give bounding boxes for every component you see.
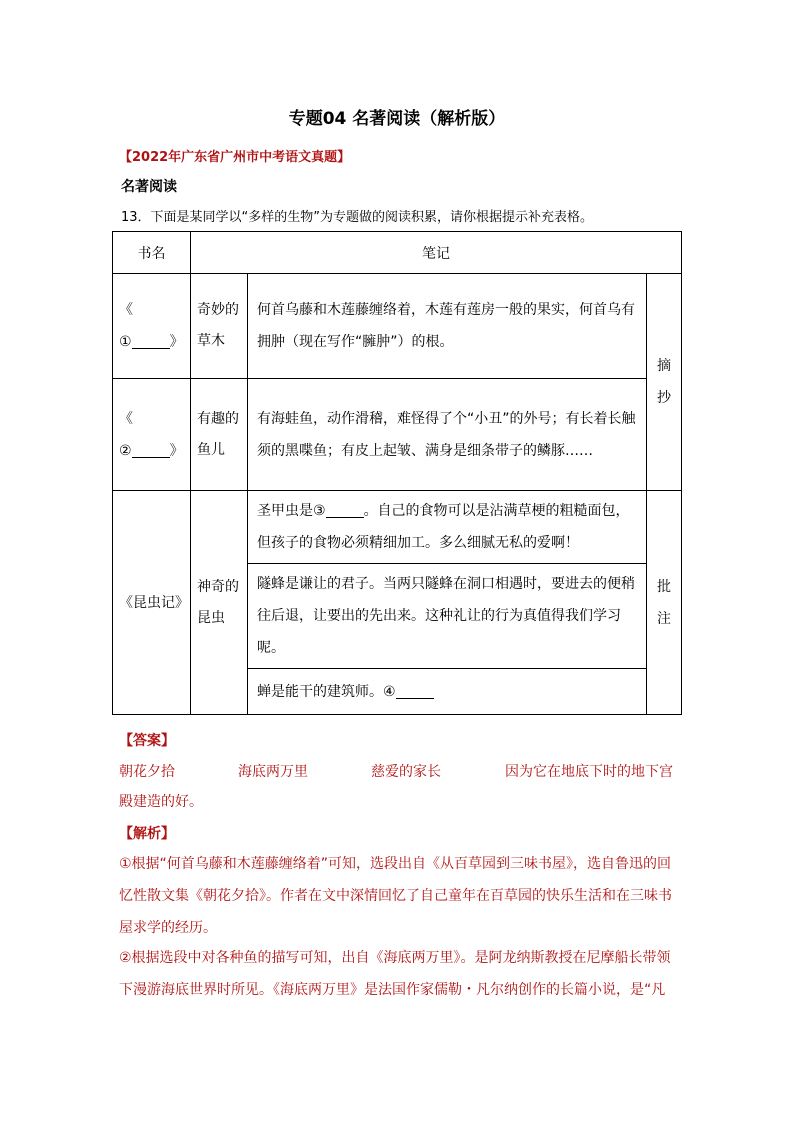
header-book: 书名	[113, 232, 191, 274]
book-open-2: 《	[119, 410, 133, 427]
header-notes: 笔记	[191, 232, 682, 274]
note-4: 隧蜂是谦让的君子。当两只隧蜂在洞口相遇时，要进去的便稍往后退，让要出的先出来。这种礼让的行为真值得我们学习呢。	[248, 564, 647, 669]
category-1: 奇妙的草木	[191, 274, 248, 379]
analysis-label: 【解析】	[119, 826, 175, 842]
analysis-paragraph-1: ①根据“何首乌藤和木莲藤缠络着”可知，选段出自《从百草园到三味书屋》，选自鲁迅的回忆性散文集《朝花夕拾》。作者在文中深情回忆了自己童年在百草园的快乐生活和在三味书屋求学的经历。	[119, 856, 672, 936]
blank-2[interactable]	[132, 441, 170, 458]
answer-4-cont: 殿建造的好。	[119, 794, 203, 810]
page-title: 专题04 名著阅读（解析版）	[288, 109, 506, 129]
book-num-2: ②	[119, 442, 132, 459]
note-5: 蝉是能干的建筑师。④	[248, 669, 647, 715]
blank-3[interactable]	[326, 501, 364, 518]
answer-3: 慈爱的家长	[371, 764, 441, 780]
category-3: 神奇的昆虫	[191, 491, 248, 715]
section-heading: 名著阅读	[121, 179, 177, 195]
book-cell-3: 《昆虫记》	[113, 491, 191, 715]
book-close-2: 》	[169, 442, 184, 459]
analysis-paragraph-2: ②根据选段中对各种鱼的描写可知，出自《海底两万里》。是阿龙纳斯教授在尼摩船长带领下漫游海底世界时所见。《海底两万里》是法国作家儒勒・凡尔纳创作的长篇小说，是“凡	[119, 950, 671, 998]
category-2: 有趣的鱼儿	[191, 379, 248, 491]
tag-excerpt: 摘抄	[647, 274, 682, 491]
note-1: 何首乌藤和木莲藤缠络着，木莲有莲房一般的果实，何首乌有拥肿（现在写作“臃肿”）的根。	[248, 274, 647, 379]
exam-source: 【2022年广东省广州市中考语文真题】	[119, 150, 351, 165]
book-cell-1	[113, 274, 191, 379]
answer-1: 朝花夕拾	[119, 764, 175, 780]
book-close-1: 》	[169, 334, 184, 350]
book-cell-2	[113, 379, 191, 491]
book-open-1: 《	[119, 302, 133, 318]
note-3: 圣甲虫是③ 。自己的食物可以是沾满草梗的粗糙面包，但孩子的食物必须精细加工。多么细腻无私的爱啊！	[248, 491, 647, 564]
blank-1[interactable]	[132, 332, 170, 349]
notes-table	[112, 231, 682, 715]
note-2: 有海蛙鱼，动作滑稽，难怪得了个“小丑”的外号；有长着长触须的黑喋鱼；有皮上起皱、满身是细条带子的鳞豚……	[248, 379, 647, 491]
answer-label: 【答案】	[119, 733, 175, 749]
question-text: 13．下面是某同学以“多样的生物”为专题做的阅读积累，请你根据提示补充表格。	[121, 210, 594, 225]
book-num-1: ①	[119, 334, 132, 350]
tag-annotation: 批注	[647, 491, 682, 715]
answer-4: 因为它在地底下时的地下宫	[505, 764, 673, 780]
answer-2: 海底两万里	[238, 764, 308, 780]
blank-4[interactable]	[396, 682, 434, 699]
